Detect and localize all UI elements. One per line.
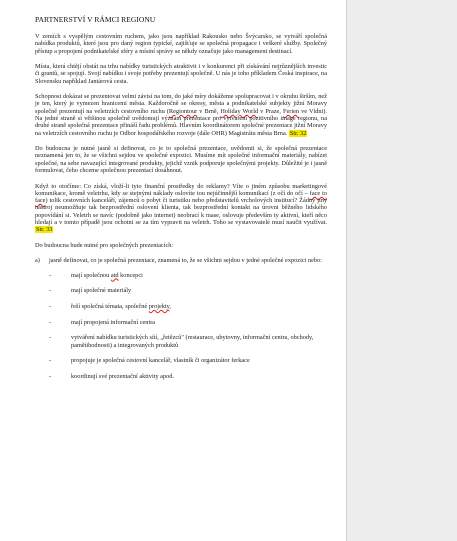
spellcheck-word: Holiday World <box>220 107 259 115</box>
spellcheck-word: Ferien <box>282 107 300 115</box>
list-item <box>35 272 327 279</box>
list-item-text: vytváření nabídku turistických sítí, „řetězců" (restaurace, ubytovny, informační centra, obchody, pamětihodnosti) a integrovaných produktů <box>71 334 314 349</box>
list-item-text: , <box>169 302 171 310</box>
dash-bullet: - <box>49 318 52 326</box>
paragraph-3-text: ve Vídni). Na jedné straně si většinou společně uvědomují význam prezentace pro vytváření pozitivního image regionu, na druhé straně společná prezentace přináší řadu problémů. Hlavním koordinátorem společné prezentace jižní Moravy na veletrzích cestovního ruchu je Odbor hospodářského rozvoje (dále OHR) Magistrátu města Brna. <box>35 107 327 137</box>
paragraph-3-text: Schopnost dokázat se prezentovat velmi závisí na tom, do jaké míry dokážeme spolupracovat i v okruhu širším, než je ten, který je vymezen hranicemi města. Každoročně se okresy, města a podnikatelské subjekty jižní Moravy společně prezentují na veletrzích cestovního ruchu ( <box>35 93 327 115</box>
spellcheck-word: projekty <box>148 302 170 310</box>
spellcheck-word: atd <box>110 271 119 279</box>
spellcheck-word: Regiontour <box>168 107 198 115</box>
dash-bullet: - <box>49 357 52 365</box>
list-item-text: koncepci <box>118 271 143 279</box>
list-item-text <box>71 303 327 310</box>
dash-bullet: - <box>49 271 52 279</box>
paragraph-1: V zemích s vyspělým cestovním ruchem, jako jsou například Rakousko nebo Švýcarsko, se vytváří společná nabídka produktů, které jsou pro daný region typické, zajišťuje se společná propagace i veškeré služby. Společný přístup a propojení podnikatelské sféry a místní správy se někdy označuje jako management destinací. <box>35 33 327 55</box>
dash-bullet: - <box>49 372 52 380</box>
list-item-text: řeší společná témata, společné <box>71 302 149 310</box>
paragraph-3-text: v Praze, <box>258 107 283 115</box>
page-reference-highlight: Str. 33 <box>36 226 53 234</box>
paragraph-3-text: v Brně, <box>197 107 221 115</box>
list-marker: a) <box>35 257 40 265</box>
paragraph-5 <box>35 183 327 234</box>
dash-bullet: - <box>49 334 52 342</box>
list-item-text <box>71 272 327 279</box>
dash-bullet: - <box>49 287 52 295</box>
list-item-text: mají společné materiály <box>71 287 132 295</box>
side-pane <box>346 0 457 541</box>
list-item <box>35 334 327 349</box>
list-item-text: propojuje je společná cestovní kancelář, vlastník či organizátor ferkace <box>71 357 250 365</box>
document-title: PARTNERSTVÍ V RÁMCI REGIONU <box>35 15 156 24</box>
document-content <box>35 15 327 389</box>
list-item <box>35 373 327 380</box>
paragraph-5-text: ) tolik cestovních kanceláří, zájemců o pobyt či turistiku nebo představitelů vrcholových institucí? Žádný jiný nástroj neumožňuje tak bezprostřední oslovení klienta, tak bezprostřední kontakt na úrovni běžného lidského popovídání si. Veletrh se navíc (podobně jako internet) neobrací k mase, oslovuje především ty aktivní, kteří něco hledají a v tomto případě jsou ochotni se za tím vypravit na veletrh. Toho se vystavovatelé musí naučit využívat. <box>35 197 327 226</box>
paragraph-6: Do budoucna bude nutné pro společných prezentacích: <box>35 241 174 249</box>
paragraph-4: Do budoucna je nutné jasně si definovat, co je to společná prezentace, uvědomit si, že společná prezentace neznamená jen to, že se všichni sejdou ve společné expozici. Musíme mít společné informační materiály, nabízet společné, na sebe navazující integrované produkty, jejichž vznik podporuje společnými projekty. Důležité je i jasně formulovat, čeho chceme společnou prezentací dosáhnout. <box>35 145 327 175</box>
list-item <box>35 319 327 326</box>
list-item-text: koordinují své prezentační aktivity apod. <box>71 372 174 380</box>
list-item <box>35 303 327 310</box>
paragraph-5-text: Když to otočíme: Co získá, vloží-li tyto finanční prostředky do reklamy? Víte o jiném způsobu marketingové komunikace, kromě veletrhu, kdy se stejnými náklady oslovíte tou nejúčinnější komunikací (z očí do očí – <box>35 182 327 197</box>
list-item-text: mají společnou <box>71 271 111 279</box>
list-item-text: mají propojená informační centra <box>71 318 156 326</box>
paragraph-2: Místa, která chtějí obstát na trhu nabídky turistických atraktivit i v konkurenci při získávání nejrůznějších investic či grantů, se spojují. Svojí nabídku i svoje potřeby prezentují společně. U nás je toho příkladem Česká inspirace, na Slovensku například Jantárová cesta. <box>35 63 327 85</box>
spellcheck-word: face to face <box>35 189 327 205</box>
list-item <box>35 357 327 364</box>
bullet-list <box>35 272 327 381</box>
paragraph-3 <box>35 93 327 137</box>
dash-bullet: - <box>49 302 52 310</box>
list-item <box>35 287 327 294</box>
page-reference-highlight: Str. 32 <box>289 129 307 137</box>
list-item-text: jasně definovat, co je společná prezentace, znamená to, že se všichni sejdou v jedné společné expozici nebo: <box>49 257 322 265</box>
list-item-a <box>35 257 327 264</box>
